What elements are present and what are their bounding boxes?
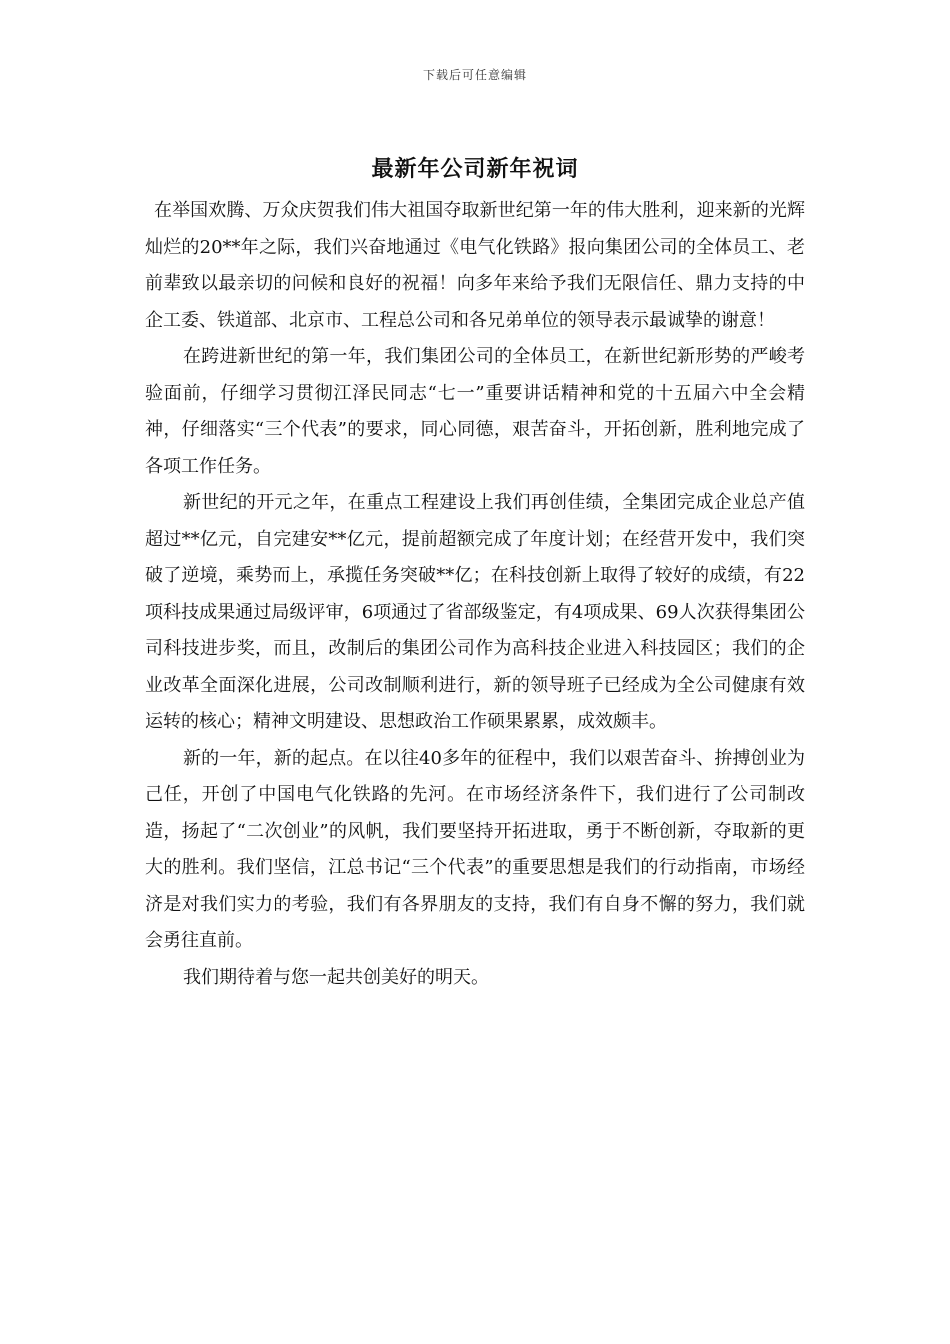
paragraph-4: 新的一年，新的起点。在以往40多年的征程中，我们以艰苦奋斗、拚搏创业为己任，开创了中国电气化铁路的先河。在市场经济条件下，我们进行了公司制改造，扬起了“二次创业”的风帆，我们要坚持开拓进取，勇于不断创新，夺取新的更大的胜利。我们坚信，江总书记“三个代表”的重要思想是我们的行动指南，市场经济是对我们实力的考验，我们有各界朋友的支持，我们有自身不懈的努力，我们就会勇往直前。 (145, 747, 805, 951)
paragraph-2: 在跨进新世纪的第一年，我们集团公司的全体员工，在新世纪新形势的严峻考验面前，仔细学习贯彻江泽民同志“七一”重要讲话精神和党的十五届六中全会精神，仔细落实“三个代表”的要求，同心同德，艰苦奋斗，开拓创新，胜利地完成了各项工作任务。 (145, 346, 805, 477)
document-title: 最新年公司新年祝词 (371, 157, 579, 182)
paragraph-3: 新世纪的开元之年，在重点工程建设上我们再创佳绩，全集团完成企业总产值超过**亿元，自完建安**亿元，提前超额完成了年度计划；在经营开发中，我们突破了逆境，乘势而上，承揽任务突破**亿；在科技创新上取得了较好的成绩，有22项科技成果通过局级评审，6项通过了省部级鉴定，有4项成果、69人次获得集团公司科技进步奖，而且，改制后的集团公司作为高科技企业进入科技园区；我们的企业改革全面深化进展，公司改制顺利进行，新的领导班子已经成为全公司健康有效运转的核心；精神文明建设、思想政治工作硕果累累，成效颇丰。 (145, 492, 805, 732)
paragraph-1: 在举国欢腾、万众庆贺我们伟大祖国夺取新世纪第一年的伟大胜利，迎来新的光辉灿烂的20**年之际，我们兴奋地通过《电气化铁路》报向集团公司的全体员工、老前辈致以最亲切的问候和良好的祝福！向多年来给予我们无限信任、鼎力支持的中企工委、铁道部、北京市、工程总公司和各兄弟单位的领导表示最诚挚的谢意！ (145, 200, 805, 331)
document-body (145, 193, 805, 996)
header-note: 下载后可任意编辑 (422, 68, 527, 82)
paragraph-5: 我们期待着与您一起共创美好的明天。 (183, 966, 489, 988)
